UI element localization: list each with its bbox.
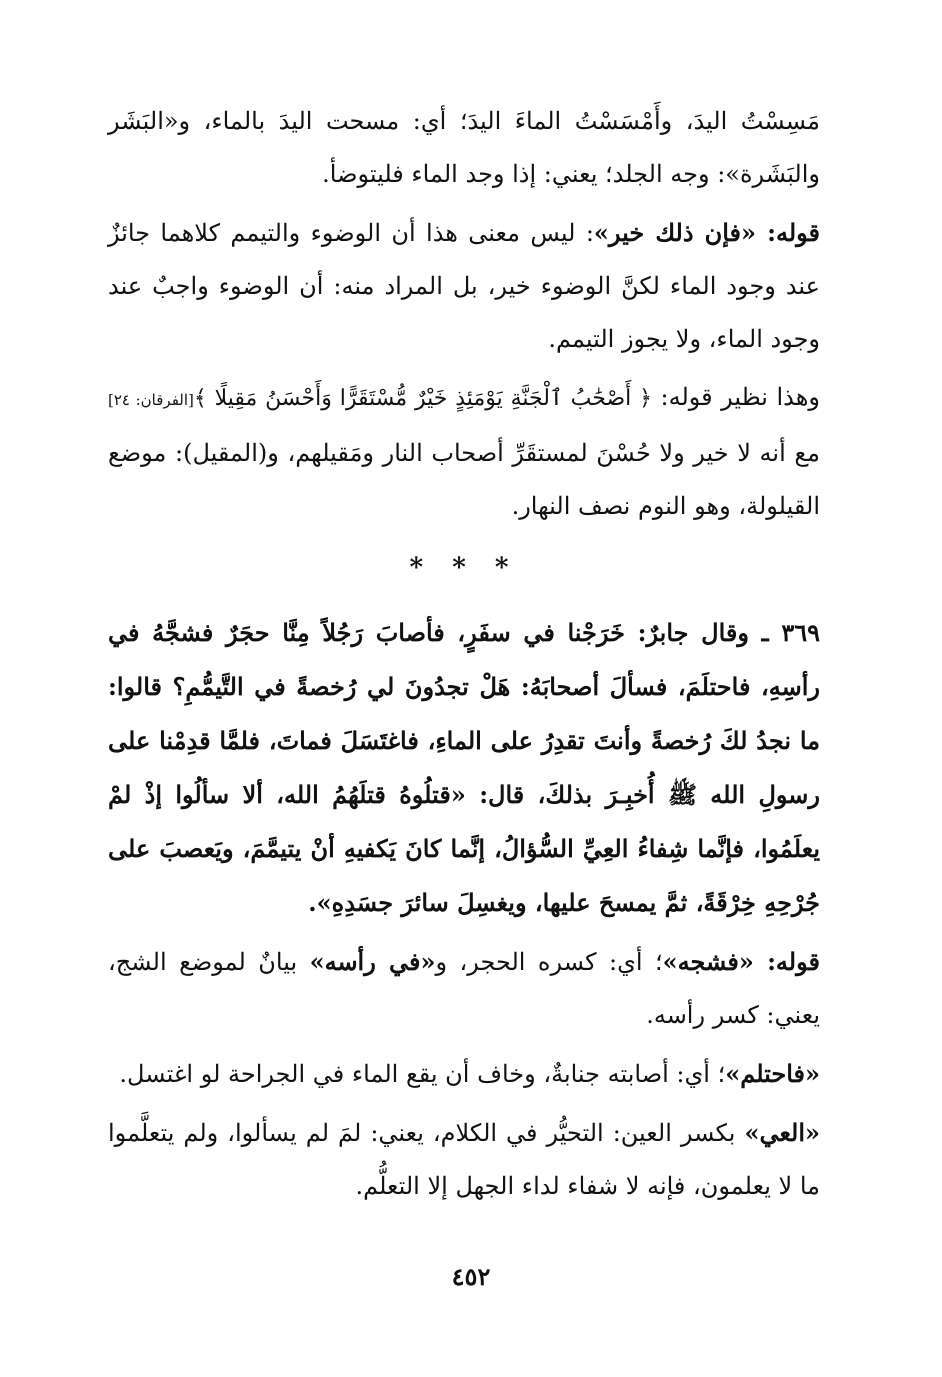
note-2-quote: «فاحتلم» bbox=[725, 1059, 820, 1088]
paragraph-2-text: : ليس معنى هذا أن الوضوء والتيمم كلاهما جائزٌ عند وجود الماء لكنَّ الوضوء خير، بل المراد منه: أن الوضوء واجبٌ عند وجود الماء، ولا يجوز التيمم. bbox=[108, 219, 820, 353]
paragraph-1 bbox=[108, 95, 820, 201]
note-3-quote: «العي» bbox=[744, 1118, 820, 1147]
note-2-text: ؛ أي: أصابته جنابةٌ، وخاف أن يقع الماء في الجراحة لو اغتسل. bbox=[119, 1060, 726, 1088]
paragraph-2 bbox=[108, 206, 820, 366]
note-3-text: بكسر العين: التحيُّر في الكلام، يعني: لمَ لم يسألوا، ولم يتعلَّموا ما لا يعلمون، فإنه لا شفاء لداء الجهل إلا التعلُّم. bbox=[108, 1119, 820, 1200]
note-2 bbox=[108, 1047, 820, 1101]
note-1-prefix: قوله: bbox=[753, 947, 820, 976]
note-1-mid: ؛ أي: كسره الحجر، و bbox=[435, 948, 663, 976]
paragraph-3 bbox=[108, 371, 820, 533]
paragraph-3-prefix: وهذا نظير قوله: bbox=[652, 383, 820, 411]
note-1-quote-1: «فشجه» bbox=[662, 947, 754, 976]
verse-reference: [الفرقان: ٢٤] bbox=[108, 391, 194, 409]
section-separator: * * * bbox=[409, 553, 519, 583]
hadith-369 bbox=[108, 606, 820, 930]
paragraph-2-prefix: قوله: bbox=[756, 218, 821, 247]
paragraph-1-text: مَسِسْتُ اليدَ، وأَمْسَسْتُ الماءَ اليدَ؛ أي: مسحت اليدَ بالماء، و«البَشَر والبَشَرة»: وجه الجلد؛ يعني: إذا وجد الماء فليتوضأ. bbox=[108, 107, 820, 188]
paragraph-2-quote: «فإن ذلك خير» bbox=[593, 218, 757, 247]
page-number: ٤٥٢ bbox=[451, 1262, 491, 1291]
hadith-text: ٣٦٩ ـ وقال جابرٌ: خَرَجْنا في سفَرٍ، فأصابَ رَجُلاً مِنَّا حجَرٌ فشجَّهُ في رأسِهِ، فاحتلَمَ، فسألَ أصحابَهُ: هَلْ تجدُونَ لي رُخصةً في التَّيمُّمِ؟ قالوا: ما نجدُ لكَ رُخصةً وأنتَ تقدِرُ على الماءِ، فاغتَسَلَ فماتَ، فلمَّا قدِمْنا على رسولِ الله ﷺ أُخبِـرَ بذلكَ، قال: «قتلُوهُ قتلَهُمُ الله، ألا سألُوا إذْ لمْ يعلَمُوا، فإنَّما شِفاءُ العِيِّ السُّؤالُ، إنَّما كانَ يَكفيهِ أنْ يتيمَّمَ، ويَعصبَ على جُرْحِهِ خِرْقَةً، ثمَّ يمسحَ عليها، ويغسِلَ سائرَ جسَدِهِ». bbox=[108, 618, 820, 917]
paragraph-3-text: مع أنه لا خير ولا حُسْنَ لمستقَرِّ أصحاب النار ومَقيلهم، و(المقيل): موضع القيلولة، وهو النوم نصف النهار. bbox=[108, 439, 820, 520]
quran-verse: ﴿ أَصْحَٰبُ ٱلْجَنَّةِ يَوْمَئِذٍ خَيْرٌ مُّسْتَقَرًّا وَأَحْسَنُ مَقِيلًا ﴾ bbox=[193, 386, 653, 411]
note-1 bbox=[108, 935, 820, 1042]
note-1-text: بيانٌ لموضع الشج، يعني: كسر رأسه. bbox=[108, 948, 820, 1029]
note-3 bbox=[108, 1106, 820, 1213]
note-1-quote-2: «في رأسه» bbox=[309, 947, 436, 976]
